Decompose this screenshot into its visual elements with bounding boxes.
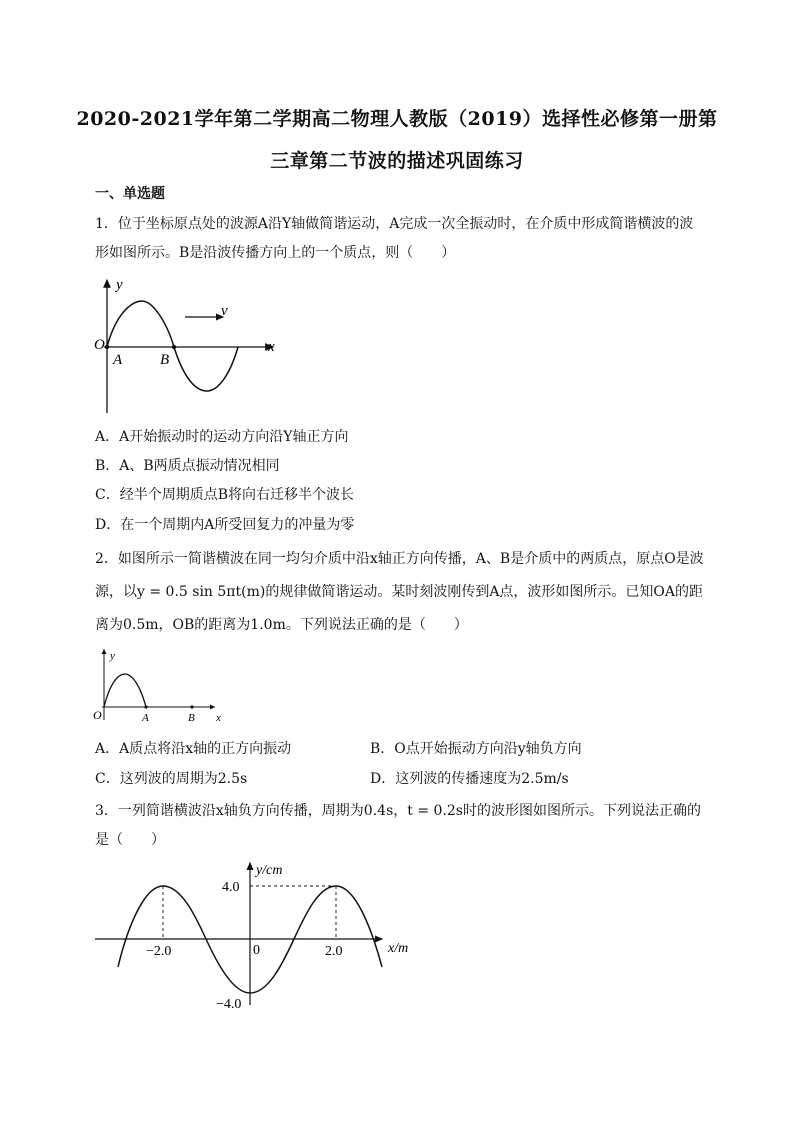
- section-heading: 一、单选题: [95, 186, 165, 202]
- q1-label-a: A: [113, 352, 123, 368]
- q1-label-v: v: [221, 303, 228, 319]
- q1-point-b: [172, 345, 176, 349]
- q2-option-d: D．这列波的传播速度为2.5m/s: [370, 771, 569, 787]
- q2-label-x: x: [216, 712, 221, 724]
- q2-label-o: O: [93, 708, 102, 722]
- q1-label-y: y: [116, 277, 123, 293]
- q3-stem: 3．一列简谐横波沿x轴负方向传播，周期为0.4s，t = 0.2s时的波形图如图所示。下列说法正确的是（ ）: [95, 803, 701, 848]
- q1-label-x: x: [268, 339, 275, 355]
- q1-stem: 1．位于坐标原点处的波源A沿Y轴做简谐运动，A完成一次全振动时，在介质中形成简谐横波的波形如图所示。B是沿波传播方向上的一个质点，则（ ）: [95, 216, 694, 261]
- q3-figure: [90, 855, 430, 1015]
- q2-stem: 2．如图所示一简谐横波在同一均匀介质中沿x轴正方向传播，A、B是介质中的两质点，原点O是波源，以y = 0.5 sin 5πt(m)的规律做简谐运动。某时刻波刚传到A点，波形如图所示。已知OA的距离为0.5m，OB的距离为1.0m。下列说法正确的是（ ）: [95, 551, 704, 633]
- q1-point-a: [105, 345, 109, 349]
- q2-option-b: B．O点开始振动方向沿y轴负方向: [370, 741, 582, 757]
- q3-label-zero: 0: [253, 943, 260, 958]
- q2-point-b: [190, 705, 193, 708]
- doc-title-line2: 三章第二节波的描述巩固练习: [270, 150, 524, 172]
- q3-label-xpos: 2.0: [325, 944, 343, 959]
- q2-label-a: A: [142, 712, 149, 724]
- q1-label-o: O: [94, 337, 105, 353]
- q1-option-c: C．经半个周期质点B将向右迁移半个波长: [95, 487, 354, 503]
- q2-wave: [104, 674, 146, 707]
- doc-title-line1: 2020-2021学年第二学期高二物理人教版（2019）选择性必修第一册第: [76, 108, 718, 130]
- q3-label-xlabel: x/m: [388, 941, 409, 956]
- q3-label-xneg: −2.0: [146, 944, 172, 959]
- q1-figure: [90, 275, 290, 420]
- q2-point-a: [144, 705, 147, 708]
- q2-label-b: B: [188, 712, 195, 724]
- q1-label-b: B: [160, 352, 170, 368]
- q3-label-ylabel: y/cm: [256, 863, 283, 878]
- q1-option-a: A．A开始振动时的运动方向沿Y轴正方向: [95, 429, 349, 445]
- q3-label-ymax: 4.0: [222, 880, 240, 895]
- q1-option-d: D．在一个周期内A所受回复力的冲量为零: [95, 517, 355, 533]
- q2-figure: [90, 645, 230, 725]
- q1-option-b: B．A、B两质点振动情况相同: [95, 458, 280, 474]
- q2-option-a: A．A质点将沿x轴的正方向振动: [95, 741, 292, 757]
- q2-label-y: y: [110, 650, 115, 662]
- q2-option-c: C．这列波的周期为2.5s: [95, 771, 248, 787]
- q3-label-ymin: −4.0: [216, 997, 242, 1012]
